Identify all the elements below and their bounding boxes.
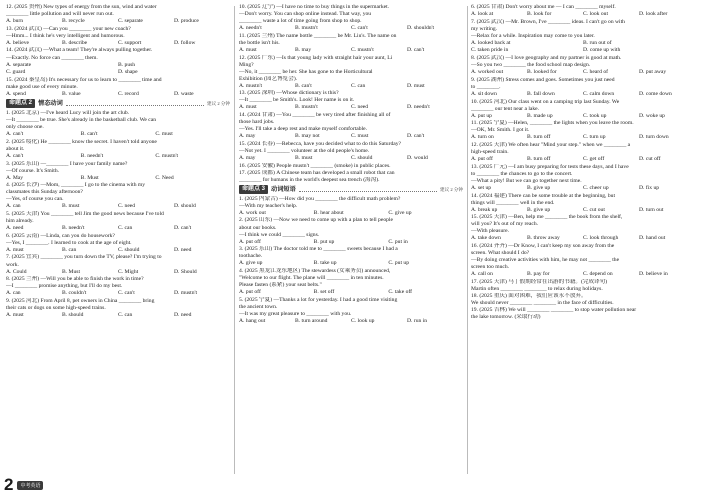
answer-option: A. must	[6, 312, 24, 319]
answer-option: D. can't	[407, 46, 425, 53]
answer-options	[6, 247, 230, 254]
answer-options	[6, 18, 230, 25]
answer-option: A. put off	[239, 238, 261, 245]
question-stem: 10. (2025 河北) Our class went on a camping trip last Sunday. We	[471, 98, 620, 105]
question-line: those hard jobs.	[239, 119, 275, 126]
question-line: classmates this Sunday afternoon?	[6, 189, 83, 196]
question-line: —By doing creative activities with him, he may not ________ the	[471, 257, 620, 264]
answer-option: A. can't	[6, 131, 24, 138]
answer-option: C. can't	[351, 25, 368, 32]
question-line: —Exactly. No force can ________ them.	[6, 54, 98, 61]
question-line: —I think we could ________ signs.	[239, 231, 320, 238]
answer-option: C. heard of	[583, 69, 609, 76]
answer-option: C. must	[351, 133, 369, 140]
answer-option: B. describe	[62, 39, 88, 46]
answer-option: C. calm down	[583, 90, 615, 97]
answer-option: C. cheer up	[583, 184, 609, 191]
answer-option: B. give up	[527, 184, 551, 191]
question-line: the bottle isn't his.	[239, 39, 280, 46]
answer-option: A. work out	[239, 209, 266, 216]
answer-option: D. shouldn't	[407, 25, 435, 32]
section-tag: 命题点 3	[239, 185, 268, 194]
answer-option: D. can't	[174, 225, 192, 232]
answer-option: C. take off	[388, 289, 413, 296]
answer-option: C. mustn't	[351, 46, 374, 53]
question-line: —Of course. It's Smith.	[6, 167, 60, 174]
answer-option: D. come up with	[583, 47, 621, 54]
answer-option: A. separate	[6, 61, 32, 68]
answer-options	[6, 290, 230, 297]
answer-option: A. must	[239, 46, 257, 53]
answer-option: A. set up	[471, 184, 492, 191]
question-line: only choose one.	[6, 124, 44, 131]
answer-option: C. need	[118, 203, 136, 210]
answer-options	[471, 91, 695, 98]
question-stem: 15. (2024 长春) —Rebecca, have you decided what to do this Saturday?	[239, 140, 402, 147]
answer-option: B. must	[295, 154, 313, 161]
answer-option: A. must	[239, 104, 257, 111]
question-line: —OK, Mr. Smith. I got it.	[471, 127, 530, 134]
answer-options	[471, 156, 695, 163]
question-line: ________ our tent near a lake.	[471, 105, 540, 112]
answer-option: D. come down	[639, 90, 672, 97]
answer-option: B. must	[62, 203, 80, 210]
answer-options	[6, 175, 230, 182]
question-stem: 14. (2024 武汉) —What a team! They're always pulling together.	[6, 47, 153, 54]
answer-option: D. look after	[639, 11, 668, 18]
question-stem: 10. (2025 辽宁) —I have no time to buy things in the supermarket.	[239, 4, 390, 10]
question-stem: 7. (2025 武汉) —Mr. Brown, I've ________ ideas. I can't go on with	[471, 18, 625, 25]
answer-option: A. put up	[471, 112, 492, 119]
question-line: work.	[6, 261, 19, 268]
answer-option: B. looked for	[527, 69, 557, 76]
question-line: ________ for humans in the world's deepest sea trench (海沟).	[239, 176, 380, 183]
question-stem: 12. (2025 贵州) New types of energy from the sun, wind and water	[6, 4, 157, 10]
question-stem: 7. (2025 宜宾) ________ you turn down the TV, please? I'm trying to	[6, 254, 162, 261]
answer-options	[6, 153, 230, 160]
answer-option: C. record	[118, 90, 139, 97]
question-stem: 4. (2025 长沙) —Mom, ________ I go to the cinema with my	[6, 182, 146, 189]
section-time-hint: 建议 2 分钟	[440, 187, 463, 193]
question-stem: 17. (2025 成都) A Chinese team has developed a small robot that can	[239, 169, 395, 176]
answer-options	[471, 134, 695, 141]
answer-option: D. Should	[174, 268, 197, 275]
answer-option: C. guard	[6, 69, 26, 76]
left-column	[6, 4, 230, 474]
answer-option: B. needn't	[62, 225, 85, 232]
answer-options	[471, 69, 695, 76]
question-line: to ________.	[471, 83, 501, 90]
question-line: ________ waste a lot of time going from shop to shop.	[239, 18, 362, 25]
question-stem: 16. (2024 齐齐) —Dr Know, I can't keep my son away from the	[471, 243, 615, 250]
answer-option: C. Need	[155, 174, 174, 181]
question-line: toothache.	[239, 253, 263, 260]
answer-option: A. Could	[6, 268, 27, 275]
question-stem: 6. (2025 甘肃) Don't worry about me — I can ________ myself.	[471, 4, 616, 10]
column-divider	[467, 6, 468, 474]
answer-options	[239, 25, 463, 32]
question-stem: 17. (2025 天津) 马丁假期经常在出游的书籍。(完成译句)	[471, 278, 608, 285]
question-line: —So you two ________ the food school map design.	[471, 62, 591, 69]
answer-option: A. can	[6, 203, 21, 210]
answer-option: A. mustn't	[239, 82, 263, 89]
question-line: Exhibition (园艺博览会).	[239, 75, 298, 82]
question-line: —Not yet. I ________ volunteer at the old people's home.	[239, 147, 370, 154]
answer-option: A. turn on	[471, 134, 494, 141]
answer-option: C. taken pride in	[471, 47, 509, 54]
answer-option: B. Must	[62, 268, 81, 275]
question-stem: 5. (2025 宁夏) —Thanks a lot for yesterday. I had a good time visiting	[239, 296, 398, 303]
answer-option: D. mustn't	[174, 290, 198, 297]
question-stem: 14. (2024 福建) There can be some trouble at the beginning, but	[471, 192, 616, 199]
question-line: the lake tomorrow. (采取行动)	[471, 314, 541, 321]
question-line: —It ________ be true. She's already in the basketball club. We can	[6, 117, 157, 124]
answer-option: B. can't	[80, 131, 98, 138]
question-stem: 15. (2025 天津) —Ben, help me ________ the book from the shelf,	[471, 214, 623, 221]
answer-option: D. need	[174, 312, 192, 319]
answer-option: D. turn down	[639, 134, 669, 141]
question-line: my writing.	[471, 25, 498, 32]
right-column	[471, 4, 695, 474]
answer-options	[471, 185, 695, 192]
question-stem: 3. (2025 乐山) —________ I have your family name?	[6, 160, 128, 167]
answer-options	[6, 269, 230, 276]
answer-options	[239, 83, 463, 90]
answer-option: B. value	[62, 90, 81, 97]
answer-options	[471, 47, 695, 54]
answer-options	[239, 155, 463, 162]
answer-option: D. produce	[174, 18, 199, 25]
middle-column	[239, 4, 463, 474]
question-line: ________ little pollution and will never run out.	[6, 11, 114, 18]
answer-option: A. looked back at	[471, 39, 511, 46]
answer-option: C. Might	[118, 268, 139, 275]
answer-option: A. spend	[6, 90, 26, 97]
answer-option: C. must	[155, 131, 173, 138]
section-title: 情态动词	[38, 100, 63, 108]
question-stem: 14. (2024 甘肃) —You ________ be very tired after finishing all of	[239, 112, 391, 119]
question-stem: 5. (2025 天津) You ________ tell Jim the good news because I've told	[6, 211, 164, 218]
answer-option: C. give up	[388, 209, 412, 216]
answer-option: C. depend on	[583, 271, 613, 278]
answer-option: B. can't	[295, 82, 312, 89]
question-line: their cats or dogs on some high-speed trains.	[6, 305, 106, 311]
answer-option: D. waste	[174, 90, 194, 97]
answer-options	[6, 203, 230, 210]
answer-option: D. hand out	[639, 235, 666, 242]
question-line: high-speed train.	[471, 149, 509, 156]
answer-options	[239, 210, 463, 217]
answer-options	[239, 289, 463, 296]
answer-option: B. give up	[527, 206, 551, 213]
question-stem: 9. (2025 湖州) Stress comes and goes. Sometimes you just need	[471, 76, 615, 83]
answer-option: A. needn't	[239, 25, 262, 32]
answer-options	[471, 235, 695, 242]
answer-option: C. can't	[118, 290, 135, 297]
answer-option: D. woke up	[639, 112, 665, 119]
answer-options	[471, 207, 695, 214]
question-line: —It ________ be Smith's. Look! Her name is on it.	[239, 97, 355, 104]
answer-option: A. can	[6, 290, 21, 297]
answer-option: C. cut out	[583, 206, 605, 213]
question-line: —It was my great pleasure to ________ with you.	[239, 310, 352, 317]
question-line: "Welcome to our flight. The plane will ________ in ten minutes.	[239, 275, 384, 282]
question-stem: 2. (2025 山东) —Now we need to come up with a plan to tell people	[239, 217, 393, 224]
answer-option: B. throw away	[527, 235, 560, 242]
question-line: him already.	[6, 218, 34, 225]
answer-option: B. turn around	[295, 317, 328, 324]
answer-option: D. must	[407, 82, 425, 89]
question-line: —Yes. I'll take a deep rest and make myself comfortable.	[239, 126, 367, 133]
answer-option: C. turn up	[583, 134, 606, 141]
answer-option: B. recycle	[62, 18, 85, 25]
question-stem: 13. (2024 武汉) —Can you ________ your new coach?	[6, 25, 131, 32]
question-line: Martin often ________ ________ to relax during holidays.	[471, 285, 603, 292]
question-stem: 12. (2025 广东) —Is that young lady with straight hair your aunt, Li	[239, 54, 393, 61]
answer-option: B. mustn't	[295, 104, 318, 111]
question-stem: 6. (2025 云南) —Linda, can you do housework?	[6, 232, 115, 239]
question-stem: 12. (2025 天津) We often hear "Mind your step." when we ________ a	[471, 142, 631, 149]
answer-option: C. mustn't	[155, 152, 179, 159]
question-line: —No, it ________ be her. She has gone to the Horticultural	[239, 68, 373, 75]
section-title: 动词短语	[271, 186, 296, 194]
answer-option: A. put off	[471, 156, 493, 163]
answer-option: C. look up	[351, 317, 375, 324]
answer-option: C. should	[351, 154, 373, 161]
question-stem: 8. (2025 武汉) —I love geography and my partner is good at math.	[471, 55, 622, 62]
answer-option: A. put off	[239, 289, 261, 296]
answer-option: B. push	[118, 61, 136, 68]
answer-option: C. took up	[583, 112, 607, 119]
answer-options	[239, 318, 463, 325]
answer-option: C. support	[118, 39, 142, 46]
answer-options	[239, 260, 463, 267]
answer-option: C. can	[118, 225, 133, 232]
answer-option: C. can	[351, 82, 366, 89]
question-stem: 1. (2025 北京) —I've heard Lucy will join the art club.	[6, 109, 130, 116]
column-divider	[234, 6, 235, 474]
answer-option: D. put away	[639, 69, 667, 76]
answer-option: B. turn off	[527, 156, 551, 163]
answer-option: B. may not	[295, 133, 320, 140]
question-line: —What a pity! But we can go together next time.	[471, 177, 582, 184]
question-line: Ming?	[239, 61, 254, 68]
question-line: about it.	[6, 145, 25, 152]
question-line: —Yes, I ________. I learned to cook at the age of eight.	[6, 239, 132, 246]
answer-option: A. give up	[239, 260, 263, 267]
answer-option: D. turn out	[639, 206, 664, 213]
question-line: —Relax for a while. Inspiration may come to you later.	[471, 32, 595, 39]
question-line: —With my teacher's help.	[239, 202, 298, 209]
question-line: screen too much.	[471, 264, 510, 271]
answer-options	[471, 40, 695, 47]
answer-option: D. cut off	[639, 156, 661, 163]
answer-options	[6, 40, 230, 47]
question-stem: 11. (2025 兰州) The name bottle ________ be Mr. Liu's. The name on	[239, 32, 397, 39]
answer-option: D. shape	[118, 69, 138, 76]
answer-option: B. turn off	[527, 134, 551, 141]
answer-option: B. run out of	[583, 39, 612, 46]
answer-option: B. Must	[80, 174, 99, 181]
answer-options	[6, 131, 230, 138]
answer-options	[6, 312, 230, 319]
question-stem: 2. (2025 绥化) He ________ know the secret. I haven't told anyone	[6, 138, 157, 145]
answer-option: A. need	[6, 225, 24, 232]
question-line: the ancient town.	[239, 303, 278, 310]
answer-option: A. worked out	[471, 69, 504, 76]
answer-option: C. put in	[388, 238, 408, 245]
answer-option: A. take down	[471, 235, 501, 242]
answer-options	[239, 133, 463, 140]
answer-option: C. put up	[388, 260, 410, 267]
answer-option: D. run in	[407, 317, 428, 324]
question-line: —With pleasure.	[471, 228, 509, 235]
answer-option: A. call on	[471, 271, 493, 278]
answer-option: A. may	[239, 133, 256, 140]
question-line: —I ________ promise anything, but I'll do my best.	[6, 283, 123, 290]
section-rule	[299, 187, 437, 192]
answer-option: C. get off	[583, 156, 605, 163]
answer-option: B. made up	[527, 112, 553, 119]
answer-option: B. can	[62, 246, 77, 253]
answer-option: B. put up	[313, 238, 335, 245]
question-line: will you? It's out of my reach.	[471, 221, 539, 228]
answer-option: C. need	[351, 104, 369, 111]
question-line: to ________ the chances to go to the concert.	[471, 170, 573, 177]
question-stem: 1. (2025 内蒙古) —How did you ________ the difficult math problem?	[239, 195, 401, 202]
question-stem: 9. (2025 河北) From April 8, pet owners in China ________ bring	[6, 297, 155, 304]
answer-option: B. needn't	[80, 152, 104, 159]
answer-option: A. burn	[6, 18, 24, 25]
answer-option: A. sit down	[471, 90, 497, 97]
answer-option: C. look through	[583, 235, 619, 242]
answer-option: D. fix up	[639, 184, 660, 191]
question-stem: 8. (2025 兰州) —Will you be able to finish the work in time?	[6, 276, 144, 283]
question-line: about our books.	[239, 224, 277, 231]
answer-options	[6, 91, 230, 98]
answer-options	[471, 271, 695, 278]
question-line: Please fasten (系紧) your seat belts."	[239, 282, 322, 289]
brand-badge: 中考英语	[17, 481, 43, 490]
page-footer	[4, 476, 43, 494]
answer-option: D. would	[407, 154, 428, 161]
answer-option: A. may	[239, 154, 256, 161]
answer-option: D. believe in	[639, 271, 668, 278]
answer-option: C. can	[118, 312, 133, 319]
answer-option: B. mustn't	[295, 25, 318, 32]
answer-option: B. couldn't	[62, 290, 87, 297]
answer-option: D. can't	[407, 133, 425, 140]
answer-option: D. follow	[174, 39, 196, 46]
answer-options	[6, 225, 230, 232]
answer-option: A. break up	[471, 206, 498, 213]
answer-option: B. fall down	[527, 90, 555, 97]
question-line: things will ________ well in the end.	[471, 199, 555, 206]
answer-option: B. pay for	[527, 271, 550, 278]
question-line: make good use of every minute.	[6, 83, 78, 90]
answer-options	[6, 69, 230, 76]
question-stem: 15. (2024 秦皇岛) It's necessary for us to learn to ________ time and	[6, 76, 162, 83]
question-line: —Yes, of course you can.	[6, 196, 64, 203]
answer-option: A. May	[6, 174, 24, 181]
answer-option: A. can't	[6, 152, 24, 159]
question-stem: 13. (2025 广元) —I am busy preparing for tests these days, and I have	[471, 163, 629, 170]
question-line: screen. What should I do?	[471, 250, 530, 257]
answer-option: B. look for	[527, 11, 552, 18]
answer-options	[239, 239, 463, 246]
answer-options	[6, 62, 230, 69]
answer-options	[471, 113, 695, 120]
section-header	[6, 99, 230, 108]
question-line: —Don't worry. You can shop online instead. That way, you	[239, 11, 372, 18]
question-stem: 18. (2025 重庆) 面对困难，我们应该永不放弃。	[471, 293, 587, 299]
answer-option: A. hang out	[239, 317, 266, 324]
answer-option: B. should	[62, 312, 84, 319]
answer-option: B. set off	[313, 289, 335, 296]
answer-option: D. needn't	[407, 104, 430, 111]
question-stem: 16. (2025 安徽) People mustn't ________ (smoke) in public places.	[239, 162, 391, 169]
page-number: 2	[4, 475, 14, 494]
question-line: We should never ________ ________ in the face of difficulties.	[471, 300, 614, 307]
answer-option: D. need	[174, 246, 192, 253]
answer-option: A. look at	[471, 11, 494, 18]
answer-option: A. believe	[6, 39, 29, 46]
question-stem: 11. (2025 宁夏) —Helen, ________ the lights when you leave the room.	[471, 120, 634, 127]
answer-option: A. must	[6, 246, 24, 253]
answer-options	[471, 11, 695, 18]
section-header	[239, 185, 463, 194]
answer-option: B. hear about	[313, 209, 344, 216]
answer-option: C. should	[118, 246, 140, 253]
answer-options	[239, 104, 463, 111]
answer-option: B. take up	[313, 260, 337, 267]
question-stem: 19. (2025 吉林) We will ________ ________ to stop water pollution near	[471, 307, 637, 314]
answer-options	[239, 47, 463, 54]
section-tag: 命题点 2	[6, 99, 35, 108]
question-line: —Hmm... I think he's very intelligent and humorous.	[6, 32, 125, 39]
section-rule	[66, 101, 204, 106]
question-stem: 3. (2025 乐山) The doctor told me to ________ sweets because I had a	[239, 246, 398, 253]
answer-option: C. look out	[583, 11, 609, 18]
answer-option: D. should	[174, 203, 196, 210]
answer-option: B. may	[295, 46, 312, 53]
section-time-hint: 建议 2 分钟	[207, 101, 230, 107]
question-stem: 13. (2025 深圳) —Whose dictionary is this?	[239, 90, 339, 97]
question-stem: 4. (2025 黑龙江龙东地区) The stewardess (女乘务员) announced,	[239, 267, 391, 274]
answer-option: C. separate	[118, 18, 143, 25]
